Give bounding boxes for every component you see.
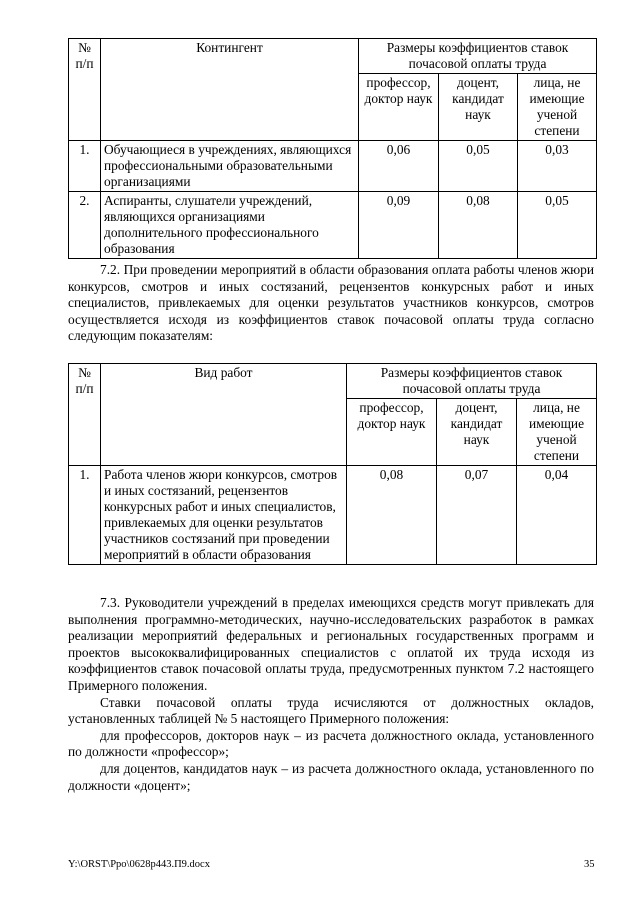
- row-num: 2.: [69, 192, 101, 259]
- table-subheader-docent: доцент, кандидат наук: [439, 74, 518, 141]
- paragraph-rates: Ставки почасовой оплаты труда исчисляются от должностных окладов, установленных таблицей № 5 настоящего Примерного положения:: [68, 694, 594, 727]
- table-header-work-type: Вид работ: [101, 364, 347, 466]
- table-subheader-no-degree: лица, не имеющие ученой степени: [517, 399, 597, 466]
- paragraph-7-2: 7.2. При проведении мероприятий в области образования оплата работы членов жюри конкурсов, смотров и иных состязаний, рецензентов конкурсных работ и иных специалистов, привлекаемых для оценки результатов участников конкурсов, смотров осуществляется исходя из коэффициентов ставок почасовой оплаты труда согласно следующим показателям:: [68, 262, 594, 344]
- table-row: [69, 141, 597, 192]
- paragraph-professors: для профессоров, докторов наук – из расчета должностного оклада, установленного по должности «профессор»;: [68, 727, 594, 760]
- row-text: Аспиранты, слушатели учреждений, являющихся организациями дополнительного профессионального образования: [101, 192, 359, 259]
- table-contingent: [68, 38, 597, 259]
- table-subheader-professor: профессор, доктор наук: [359, 74, 439, 141]
- row-num: 1.: [69, 466, 101, 565]
- row-value-no-degree: 0,04: [517, 466, 597, 565]
- row-value-docent: 0,08: [439, 192, 518, 259]
- row-value-no-degree: 0,05: [518, 192, 597, 259]
- row-value-professor: 0,06: [359, 141, 439, 192]
- row-text: Обучающиеся в учреждениях, являющихся профессиональными образовательными организациями: [101, 141, 359, 192]
- paragraph-7-2-block: [68, 262, 594, 345]
- row-text: Работа членов жюри конкурсов, смотров и иных состязаний, рецензентов конкурсных работ и иных специалистов, привлекаемых для оценки результатов участников состязаний при проведении мероприятий в области образования: [101, 466, 347, 565]
- table-subheader-no-degree: лица, не имеющие ученой степени: [518, 74, 597, 141]
- row-value-no-degree: 0,03: [518, 141, 597, 192]
- paragraph-docents: для доцентов, кандидатов наук – из расчета должностного оклада, установленного по должности «доцент»;: [68, 760, 594, 793]
- footer-page-number: 35: [584, 859, 595, 870]
- table-header-num: № п/п: [69, 39, 101, 141]
- table-row: [69, 466, 597, 565]
- paragraph-7-3: 7.3. Руководители учреждений в пределах имеющихся средств могут привлекать для выполнения программно-методических, научно-исследовательских разработок в рамках реализации мероприятий федеральных и региональных государственных программ и проектов высококвалифицированных специалистов с оплатой их труда исходя из коэффициентов ставок почасовой оплаты труда, предусмотренных пунктом 7.2 настоящего Примерного положения.: [68, 595, 594, 693]
- table-row: [69, 192, 597, 259]
- table-header-rates: Размеры коэффициентов ставок почасовой оплаты труда: [359, 39, 597, 74]
- table-header-num: № п/п: [69, 364, 101, 466]
- table-work-types: [68, 363, 597, 565]
- table-subheader-professor: профессор, доктор наук: [347, 399, 437, 466]
- paragraph-7-3-block: [68, 595, 594, 794]
- table-header-rates: Размеры коэффициентов ставок почасовой оплаты труда: [347, 364, 597, 399]
- row-value-docent: 0,07: [437, 466, 517, 565]
- table-subheader-docent: доцент, кандидат наук: [437, 399, 517, 466]
- table-header-contingent: Контингент: [101, 39, 359, 141]
- row-value-professor: 0,08: [347, 466, 437, 565]
- row-num: 1.: [69, 141, 101, 192]
- row-value-professor: 0,09: [359, 192, 439, 259]
- footer-file-path: Y:\ORST\Ppo\0628p443.П9.docx: [68, 859, 210, 870]
- row-value-docent: 0,05: [439, 141, 518, 192]
